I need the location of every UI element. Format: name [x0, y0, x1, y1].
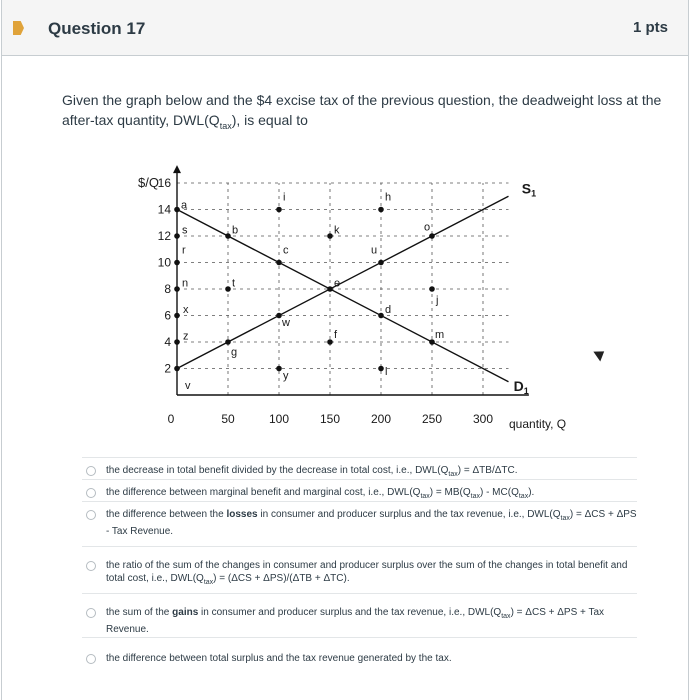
chart-point: [276, 313, 282, 319]
point-label-c: c: [283, 244, 289, 257]
question-card: [1, 0, 689, 700]
option-text: ) = ΔTB/ΔTC.: [457, 465, 518, 476]
chart-point: [378, 313, 384, 319]
answer-option[interactable]: [82, 546, 637, 589]
y-axis-arrow: [173, 165, 181, 173]
option-text: the difference between total surplus and the tax revenue generated by the tax.: [106, 653, 452, 664]
option-text: the difference between marginal benefit and marginal cost, i.e., DWL(Q: [106, 487, 421, 498]
option-sub: tax: [448, 471, 458, 478]
option-sub: tax: [560, 515, 570, 522]
chart-point: [276, 260, 282, 266]
option-text: ) - MC(Q: [479, 487, 519, 498]
chart-point: [378, 207, 384, 213]
mouse-cursor-icon: [593, 347, 607, 362]
question-text-end: ), is equal to: [231, 112, 308, 128]
flag-icon[interactable]: [13, 21, 24, 35]
chart-point: [174, 207, 180, 213]
x-tick-label: 0: [167, 412, 175, 426]
chart-point: [174, 260, 180, 266]
point-label-d: d: [385, 303, 392, 316]
y-tick-label: 8: [164, 282, 171, 296]
chart-point: [225, 286, 231, 292]
option-text: ) = MB(Q: [429, 487, 471, 498]
point-label-t: t: [232, 277, 236, 290]
option-sub: tax: [518, 493, 529, 500]
radio-button[interactable]: [86, 654, 96, 664]
option-text: ) = ΔCS + ΔPS + Tax Revenue.: [106, 607, 605, 635]
point-label-r: r: [182, 244, 186, 257]
option-sub: tax: [203, 579, 214, 586]
answer-option[interactable]: [82, 457, 637, 481]
question-text: [62, 90, 662, 136]
x-axis-label: quantity, Q: [509, 417, 567, 431]
point-label-f: f: [334, 329, 338, 342]
x-tick-label: 300: [472, 412, 494, 426]
x-tick-label: 150: [319, 412, 341, 426]
point-label-g: g: [231, 346, 238, 359]
point-label-v: v: [185, 379, 191, 392]
point-label-j: j: [436, 294, 439, 307]
option-text: in consumer and producer surplus and the tax revenue, i.e., DWL(Q: [257, 509, 561, 520]
x-tick-label: 250: [421, 412, 443, 426]
chart-point: [174, 313, 180, 319]
point-label-h: h: [385, 191, 392, 204]
y-tick-label: 14: [157, 202, 171, 217]
chart-point: [327, 233, 333, 239]
option-sub: tax: [420, 493, 430, 500]
x-tick-label: 100: [268, 412, 290, 426]
point-label-x: x: [183, 303, 189, 316]
point-label-k: k: [334, 224, 340, 237]
y-tick-label: 6: [164, 308, 171, 323]
y-tick-label: 16: [157, 176, 171, 190]
option-text: the sum of the: [106, 607, 173, 618]
chart-point: [276, 207, 282, 213]
option-text: the decrease in total benefit divided by the decrease in total cost, i.e., DWL(Q: [106, 465, 449, 476]
series-label-s1: $S_1$: [521, 180, 537, 199]
point-label-n: n: [182, 277, 189, 290]
chart-point: [429, 233, 435, 239]
option-bold-text: losses: [226, 509, 258, 520]
option-text: in consumer and producer surplus and the tax revenue, i.e., DWL(Q: [198, 607, 502, 618]
point-label-w: w: [282, 317, 290, 330]
answer-option[interactable]: [82, 501, 637, 538]
chart-point: [378, 366, 384, 372]
x-tick-label: 50: [221, 412, 235, 426]
question-points: 1 pts: [632, 19, 668, 36]
point-label-z: z: [183, 330, 189, 343]
chart-point: [327, 339, 333, 345]
point-label-l: l: [385, 366, 388, 379]
series-label-d1: $D_1$: [513, 378, 529, 397]
answer-option[interactable]: [82, 479, 637, 503]
point-label-i: i: [283, 191, 286, 204]
point-label-u: u: [371, 244, 378, 257]
point-label-b: b: [232, 224, 239, 237]
chart-point: [174, 339, 180, 345]
y-tick-label: 10: [157, 255, 171, 270]
option-sub: tax: [501, 613, 511, 620]
radio-button[interactable]: [86, 510, 96, 520]
option-text: the ratio of the sum of the changes in consumer and producer surplus over the sum of the changes in total benefit and total cost, i.e., DWL(Q: [106, 560, 628, 584]
chart-point: [429, 339, 435, 345]
chart-point: [378, 260, 384, 266]
chart-point: [225, 233, 231, 239]
option-text: ) = (ΔCS + ΔPS)/(ΔTB + ΔTC).: [213, 573, 350, 584]
option-text: the difference between the: [106, 509, 227, 520]
point-label-a: a: [181, 199, 188, 212]
chart-point: [327, 286, 333, 292]
point-label-o: o: [424, 221, 431, 234]
chart-point: [174, 233, 180, 239]
radio-button[interactable]: [86, 488, 96, 498]
answer-option[interactable]: [82, 637, 637, 665]
radio-button[interactable]: [86, 608, 96, 618]
question-text-main: Given the graph below and the $4 excise tax of the previous question, the deadweight loss at the after-tax quantity, DWL(Q: [62, 92, 662, 128]
point-label-y: y: [283, 370, 289, 383]
supply-demand-chart: [127, 165, 587, 445]
question-text-sub: tax: [219, 120, 232, 131]
chart-point: [429, 286, 435, 292]
y-axis-label: $/Q: [138, 175, 159, 190]
option-text: ).: [528, 487, 535, 498]
question-header: [2, 0, 688, 56]
point-label-s: s: [182, 224, 188, 237]
chart-point: [276, 366, 282, 372]
y-tick-label: 2: [164, 361, 171, 376]
x-tick-label: 200: [370, 412, 392, 426]
option-sub: tax: [470, 493, 480, 500]
option-bold-text: gains: [172, 607, 199, 618]
point-label-e: e: [334, 277, 341, 290]
chart-point: [174, 286, 180, 292]
chart-point: [225, 339, 231, 345]
radio-button[interactable]: [86, 561, 96, 571]
answer-option[interactable]: [82, 593, 637, 636]
chart-point: [174, 366, 180, 372]
option-text: ) = ΔCS + ΔPS - Tax Revenue.: [106, 509, 637, 537]
question-title: Question 17: [48, 19, 146, 38]
point-label-m: m: [435, 329, 445, 342]
y-tick-label: 4: [164, 335, 171, 349]
y-tick-label: 12: [157, 229, 171, 243]
radio-button[interactable]: [86, 466, 96, 476]
